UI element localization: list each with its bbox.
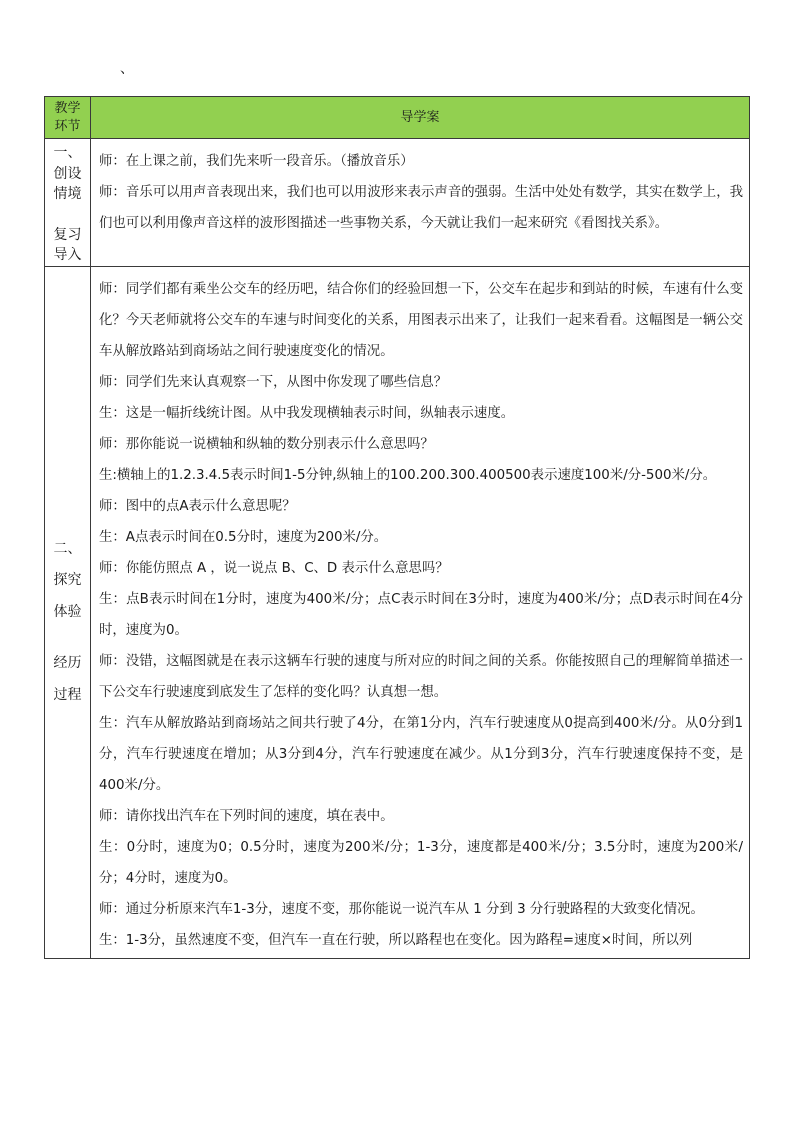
stage-line: 二、 xyxy=(53,540,82,557)
dialogue-paragraph: 生：0分时，速度为0；0.5分时，速度为200米/分；1-3分，速度都是400米/分；3.5分时，速度为200米/分；4分时，速度为0。 xyxy=(99,839,743,886)
section2-content-cell xyxy=(91,266,750,958)
dialogue-paragraph: 师：请你找出汽车在下列时间的速度，填在表中。 xyxy=(99,808,394,824)
header-stage-cell xyxy=(45,97,91,139)
stage-line: 探究 xyxy=(53,572,82,588)
dialogue-paragraph: 生：这是一幅折线统计图。从中我发现横轴表示时间，纵轴表示速度。 xyxy=(99,405,515,421)
header-stage-line: 环节 xyxy=(54,118,81,134)
page-mark: 、 xyxy=(120,61,134,77)
dialogue-paragraph: 师：那你能说一说横轴和纵轴的数分别表示什么意思吗？ xyxy=(99,436,434,452)
section1-content-cell xyxy=(91,139,750,267)
stage-line: 体验 xyxy=(53,603,82,620)
lesson-plan-table xyxy=(44,96,750,959)
dialogue-paragraph: 生:横轴上的1.2.3.4.5表示时间1-5分钟,纵轴上的100.200.300.400500表示速度100米/分-500米/分。 xyxy=(99,467,717,483)
dialogue-paragraph: 师：同学们先来认真观察一下，从图中你发现了哪些信息？ xyxy=(99,374,448,390)
dialogue-paragraph: 师：通过分析原来汽车1-3分，速度不变，那你能说一说汽车从 1 分到 3 分行驶路程的大致变化情况。 xyxy=(99,901,704,917)
section1-stage-cell xyxy=(45,139,91,267)
stage-line: 复习 xyxy=(53,226,82,243)
dialogue-paragraph: 师：音乐可以用声音表现出来，我们也可以用波形来表示声音的强弱。生活中处处有数学，其实在数学上，我们也可以利用像声音这样的波形图描述一些事物关系，今天就让我们一起来研究《看图找关系》。 xyxy=(99,185,743,231)
stage-line: 过程 xyxy=(53,686,82,703)
dialogue-paragraph: 师：图中的点A表示什么意思呢？ xyxy=(99,498,296,514)
dialogue-paragraph: 师：你能仿照点 A ，说一说点 B、C、D 表示什么意思吗？ xyxy=(99,560,449,576)
stage-line: 情境 xyxy=(53,186,82,202)
dialogue-paragraph: 生：A点表示时间在0.5分时，速度为200米/分。 xyxy=(99,529,388,545)
header-title-cell xyxy=(91,97,750,139)
table-row-section1 xyxy=(45,139,750,267)
dialogue-paragraph: 生：汽车从解放路站到商场站之间共行驶了4分，在第1分内，汽车行驶速度从0提高到400米/分。从0分到1分，汽车行驶速度在增加；从3分到4分，汽车行驶速度在减少。从1分到3分，汽车行驶速度保持不变，是400米/分。 xyxy=(99,715,743,793)
dialogue-paragraph: 师：在上课之前，我们先来听一段音乐。（播放音乐） xyxy=(99,154,414,169)
dialogue-paragraph: 师：没错，这幅图就是在表示这辆车行驶的速度与所对应的时间之间的关系。你能按照自己的理解简单描述一下公交车行驶速度到底发生了怎样的变化吗？认真想一想。 xyxy=(99,653,743,700)
stage-gap xyxy=(45,628,90,648)
section2-stage-cell xyxy=(45,266,91,958)
table-header-row xyxy=(45,97,750,139)
stage-line: 导入 xyxy=(53,247,82,263)
header-title: 导学案 xyxy=(400,109,440,125)
dialogue-paragraph: 师：同学们都有乘坐公交车的经历吧，结合你们的经验回想一下，公交车在起步和到站的时候，车速有什么变化？今天老师就将公交车的车速与时间变化的关系，用图表示出来了，让我们一起来看看。这幅图是一辆公交车从解放路站到商场站之间行驶速度变化的情况。 xyxy=(99,281,743,359)
stage-gap xyxy=(45,205,90,225)
header-stage-line: 教学 xyxy=(54,100,81,116)
stage-line: 一、 xyxy=(53,145,82,161)
dialogue-paragraph: 生：点B表示时间在1分时，速度为400米/分；点C表示时间在3分时，速度为400米/分；点D表示时间在4分时，速度为0。 xyxy=(99,591,743,638)
stage-line: 经历 xyxy=(53,655,82,671)
table-row-section2 xyxy=(45,266,750,958)
dialogue-paragraph: 生：1-3分，虽然速度不变，但汽车一直在行驶，所以路程也在变化。因为路程=速度×时间，所以列 xyxy=(99,932,693,948)
stage-line: 创设 xyxy=(53,165,82,182)
